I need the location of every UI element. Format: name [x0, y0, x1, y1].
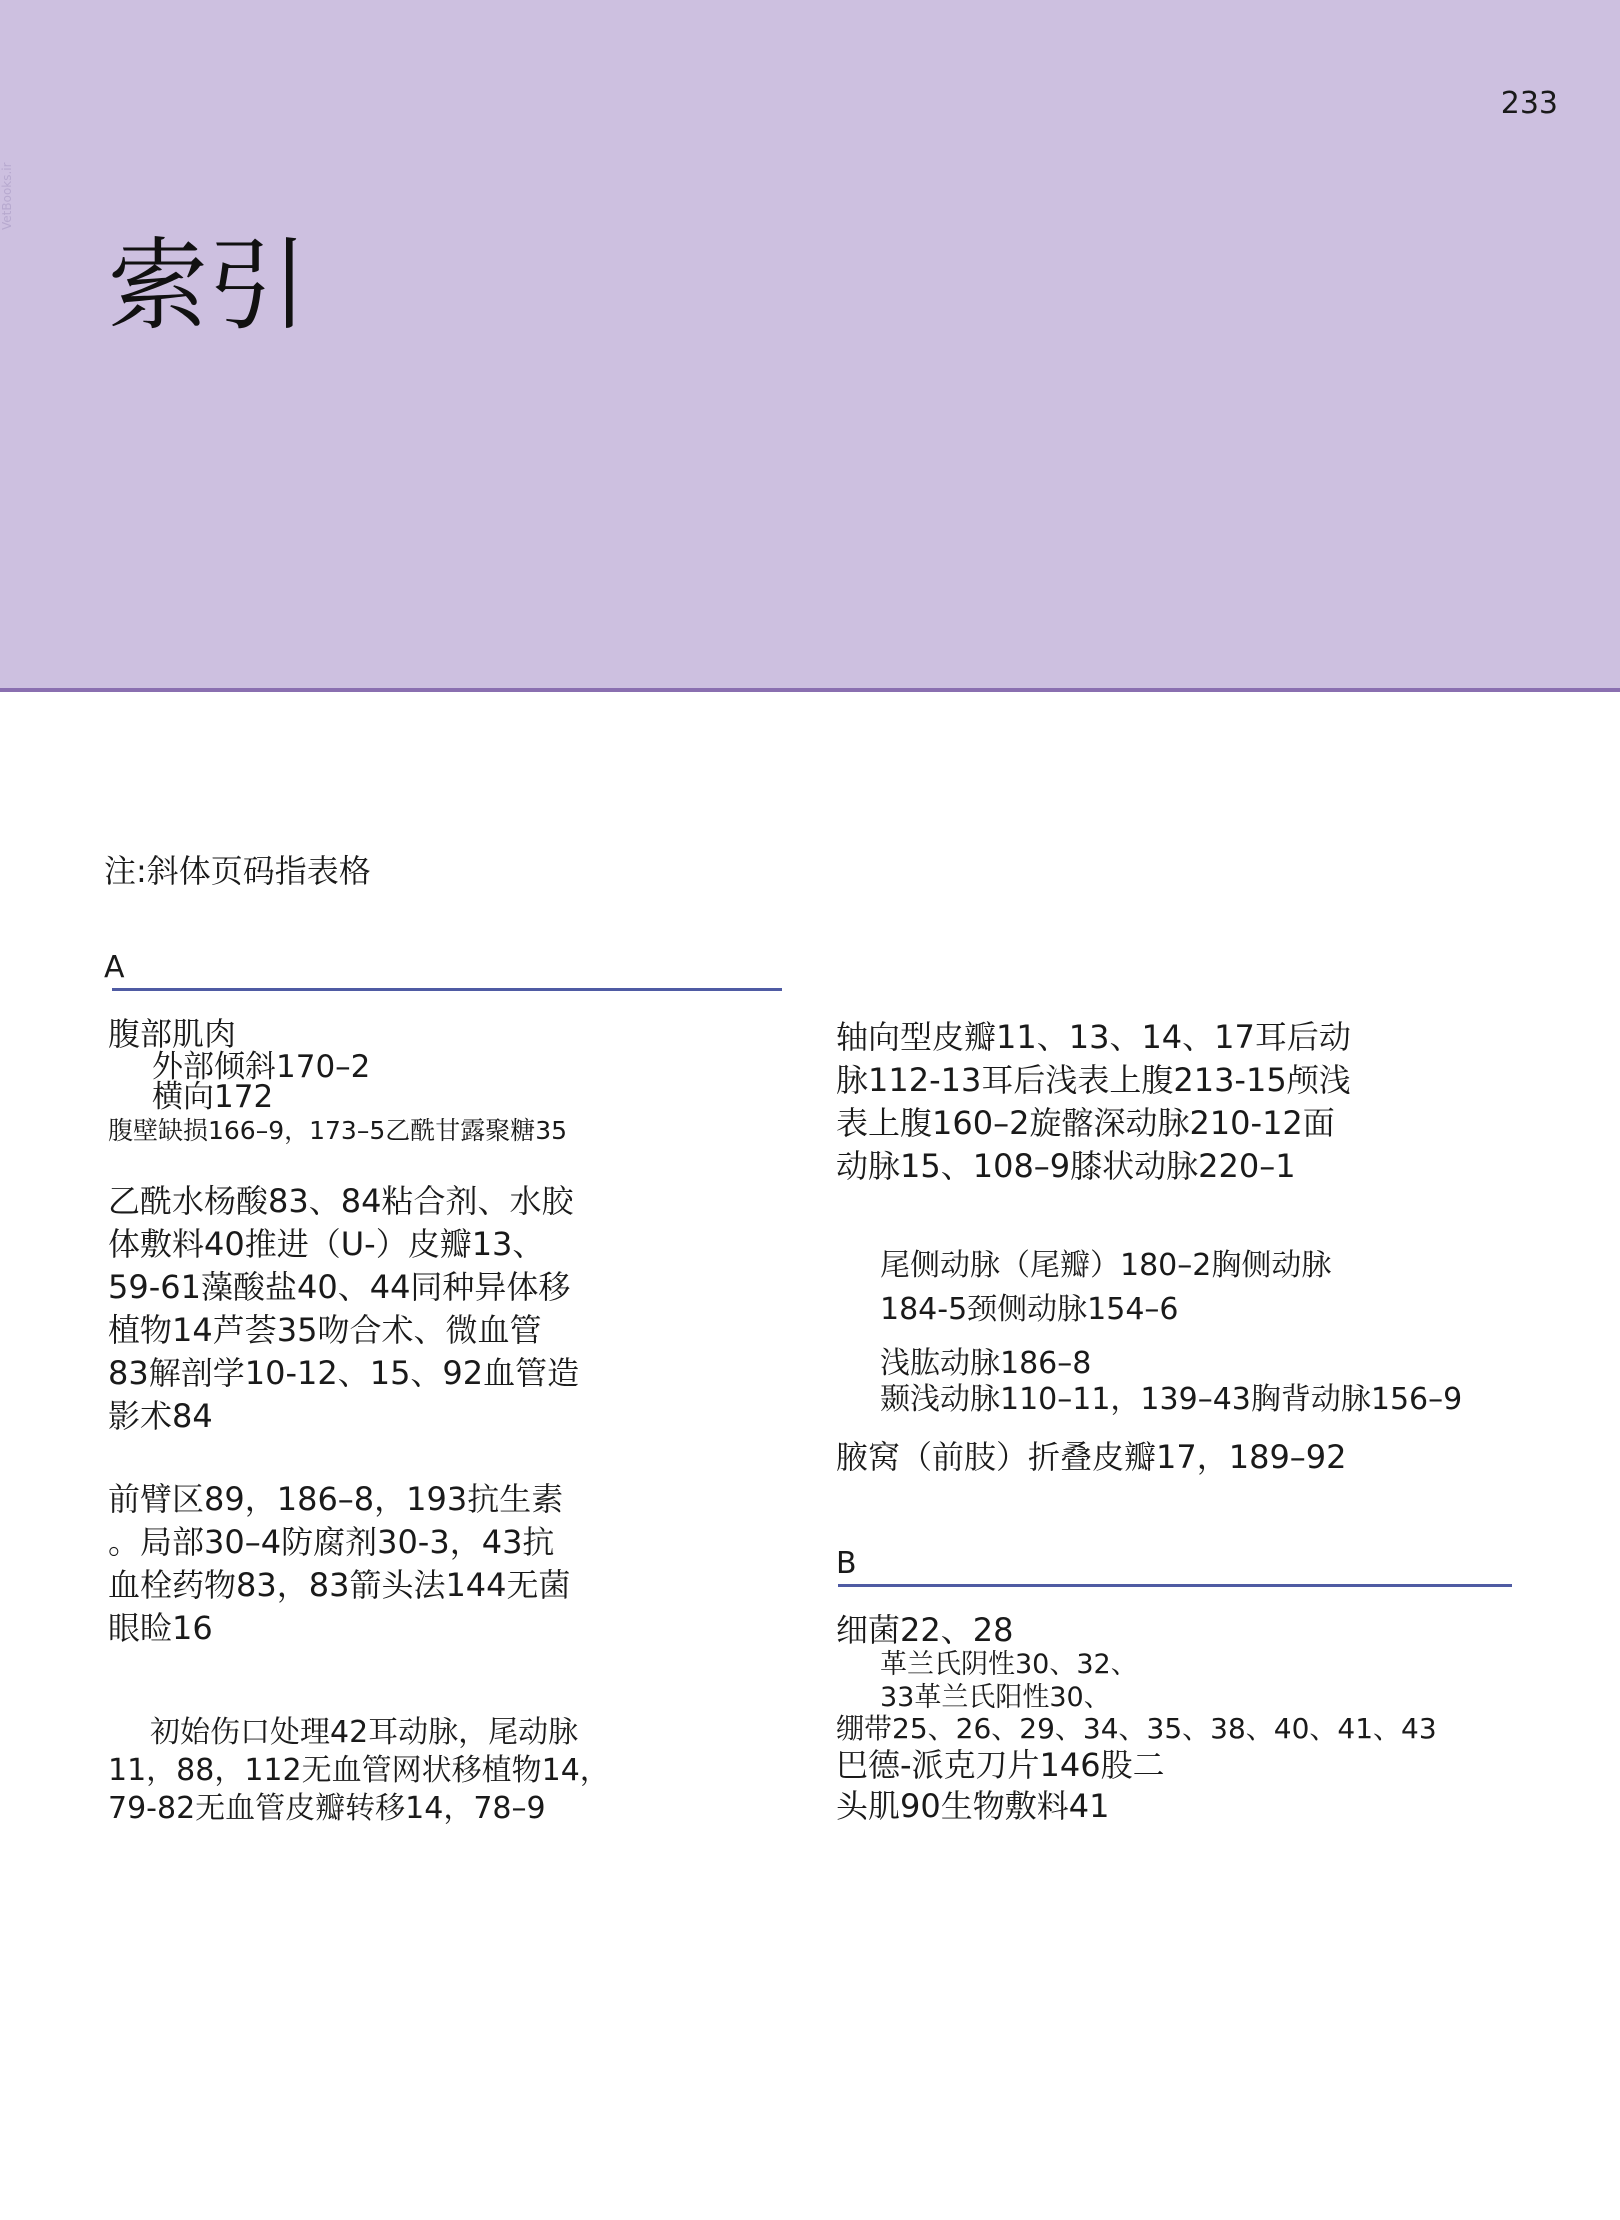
index-entry: 头肌90生物敷料41: [836, 1787, 1110, 1825]
page-title: 索引: [108, 227, 308, 344]
index-entry: 植物14芦荟35吻合术、微血管: [108, 1311, 542, 1349]
section-letter-a: A: [104, 950, 125, 985]
index-subentry: 革兰氏阴性30、32、: [880, 1649, 1138, 1680]
header-band: [0, 0, 1620, 692]
index-entry: 79-82无血管皮瓣转移14，78–9: [108, 1791, 546, 1826]
index-entry: 初始伤口处理42耳动脉，尾动脉: [150, 1715, 579, 1750]
index-subentry: 横向172: [152, 1079, 274, 1115]
index-subentry: 外部倾斜170–2: [152, 1049, 371, 1085]
section-letter-b: B: [836, 1546, 857, 1581]
index-entry: 细菌22、28: [836, 1611, 1014, 1649]
index-entry: 腹壁缺损166–9，173–5乙酰甘露聚糖35: [108, 1116, 568, 1145]
index-entry: 表上腹160–2旋髂深动脉210-12面: [836, 1104, 1335, 1142]
index-entry: 动脉15、108–9膝状动脉220–1: [836, 1147, 1296, 1185]
left-block-initial: [108, 1714, 610, 1828]
index-entry: 血栓药物83，83箭头法144无菌: [108, 1566, 571, 1604]
index-entry: 腹部肌肉: [108, 1015, 237, 1053]
index-entry: 腋窝（前肢）折叠皮瓣17，189–92: [836, 1438, 1347, 1476]
index-entry: 乙酰水杨酸83、84粘合剂、水胶: [108, 1182, 574, 1220]
left-block-forearm: [108, 1478, 571, 1650]
index-entry: 11，88，112无血管网状移植物14，: [108, 1753, 610, 1788]
index-entry: 眼睑16: [108, 1609, 213, 1647]
page-number: 233: [1500, 86, 1558, 121]
index-entry: 体敷料40推进（U-）皮瓣13、: [108, 1225, 545, 1263]
right-block-axial: [836, 1016, 1351, 1188]
section-a-rule: [112, 988, 782, 991]
index-entry: 尾侧动脉（尾瓣）180–2胸侧动脉: [880, 1248, 1332, 1283]
index-entry: 184-5颈侧动脉154–6: [880, 1292, 1179, 1327]
right-block-caudal: [880, 1244, 1331, 1332]
left-block-acetyl: [108, 1180, 579, 1438]
left-block-abdominal: [108, 1016, 567, 1150]
right-block-axillary: [836, 1436, 1347, 1479]
watermark: VetBooks.ir: [0, 162, 14, 230]
index-entry: 绷带25、26、29、34、35、38、40、41、43: [836, 1712, 1437, 1745]
index-subentry: 33革兰氏阳性30、: [880, 1682, 1111, 1713]
index-entry: 前臂区89，186–8，193抗生素: [108, 1480, 564, 1518]
section-b-rule: [838, 1584, 1512, 1587]
index-entry: 。局部30–4防腐剂30-3，43抗: [108, 1523, 555, 1561]
index-entry: 轴向型皮瓣11、13、14、17耳后动: [836, 1018, 1351, 1056]
index-entry: 巴德-派克刀片146股二: [836, 1746, 1165, 1784]
index-entry: 颞浅动脉110–11，139–43胸背动脉156–9: [880, 1382, 1463, 1417]
index-entry: 浅肱动脉186–8: [880, 1346, 1092, 1381]
index-entry: 影术84: [108, 1397, 213, 1435]
right-block-brachial: [880, 1346, 1462, 1418]
index-entry: 59-61藻酸盐40、44同种异体移: [108, 1268, 571, 1306]
index-entry: 83解剖学10-12、15、92血管造: [108, 1354, 580, 1392]
index-entry: 脉112-13耳后浅表上腹213-15颅浅: [836, 1061, 1351, 1099]
right-block-bacteria: [836, 1612, 1437, 1826]
note-text: 注:斜体页码指表格: [104, 852, 371, 890]
